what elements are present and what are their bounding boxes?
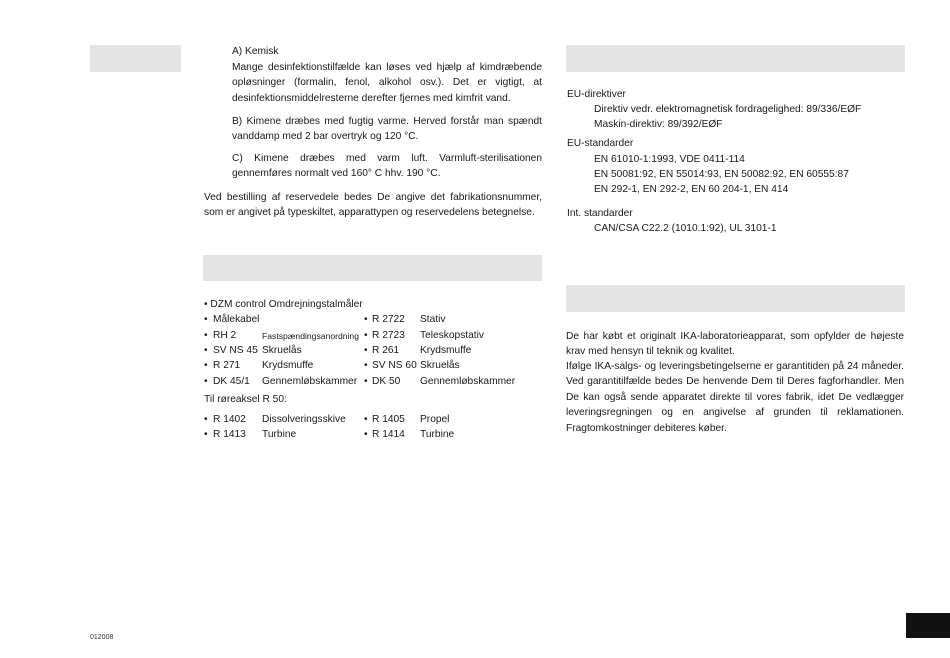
- eu-directive-1: Direktiv vedr. elektromagnetisk fordragelighed: 89/336/EØF: [594, 104, 862, 115]
- accessory-bullet: •: [364, 330, 368, 341]
- accessory-code: SV NS 45: [213, 345, 258, 356]
- stirrer-bullet: •: [204, 429, 208, 440]
- accessory-desc: Krydsmuffe: [262, 360, 314, 371]
- stirrer-code: R 1413: [213, 429, 246, 440]
- warranty-paragraph-2: Ifølge IKA-salgs- og leveringsbetingelserne er garantitiden på 24 måneder. Ved garantitilfælde bedes De henvende Dem til Deres fagforhandler. Men De kan også sende apparatet direkte til vores fabrik, idet De vedlægger leveringsregningen og en angivelse af grunden til reklamationen. Fragtomkostninger debiteres køber.: [566, 361, 904, 434]
- eu-standard-2: EN 50081:92, EN 55014:93, EN 50082:92, EN 60555:87: [594, 169, 849, 180]
- accessory-bullet: •: [364, 376, 368, 387]
- accessory-code: SV NS 60: [372, 360, 417, 371]
- accessory-desc: Stativ: [420, 314, 446, 325]
- stirrer-heading: Til røreaksel R 50:: [204, 394, 287, 405]
- accessory-desc: Krydsmuffe: [420, 345, 472, 356]
- accessory-first-line: • DZM control Omdrejningstalmåler: [204, 299, 363, 310]
- accessory-code: DK 50: [372, 376, 401, 387]
- disinfection-a-text: Mange desinfektionstilfælde kan løses ved hjælp af kimdræbende opløsninger (formalin, fenol, alkohol osv.). Det er vigtigt, at desinfektionsmiddelresterne derefter fjernes med kimfrit vand.: [232, 62, 542, 104]
- int-standards-label: Int. standarder: [567, 208, 633, 219]
- section-heading-bar-left-top: [90, 45, 181, 72]
- accessory-desc: Skruelås: [420, 360, 460, 371]
- accessory-bullet: •: [204, 330, 208, 341]
- accessory-code: R 271: [213, 360, 241, 371]
- accessory-code: RH 2: [213, 330, 237, 341]
- section-heading-bar-standards: [566, 45, 905, 72]
- stirrer-bullet: •: [204, 414, 208, 425]
- accessory-bullet: •: [364, 314, 368, 325]
- stirrer-desc: Turbine: [262, 429, 297, 440]
- eu-directives-label: EU-direktiver: [567, 89, 626, 100]
- stirrer-desc: Propel: [420, 414, 450, 425]
- accessory-bullet: •: [204, 314, 208, 325]
- accessory-code: Målekabel: [213, 314, 260, 325]
- eu-standard-1: EN 61010-1:1993, VDE 0411-114: [594, 154, 745, 165]
- eu-standard-3: EN 292-1, EN 292-2, EN 60 204-1, EN 414: [594, 184, 789, 195]
- stirrer-desc: Dissolveringsskive: [262, 414, 346, 425]
- disinfection-a-title: A) Kemisk: [232, 46, 279, 57]
- accessory-bullet: •: [204, 345, 208, 356]
- stirrer-code: R 1405: [372, 414, 405, 425]
- accessory-bullet: •: [204, 360, 208, 371]
- accessory-desc: Gennemløbskammer: [262, 376, 358, 387]
- accessory-bullet: •: [364, 345, 368, 356]
- accessory-desc: Fastspændingsanordning: [262, 331, 359, 341]
- stirrer-desc: Turbine: [420, 429, 455, 440]
- accessory-code: R 2723: [372, 330, 405, 341]
- accessory-code: R 261: [372, 345, 400, 356]
- section-heading-bar-warranty: [566, 285, 905, 312]
- section-heading-bar-accessories: [203, 255, 542, 281]
- page-number-tab: [906, 613, 950, 638]
- stirrer-bullet: •: [364, 429, 368, 440]
- warranty-paragraph-1: De har købt et originalt IKA-laboratorieapparat, som opfylder de højeste krav med hensyn til teknik og kvalitet.: [566, 331, 904, 358]
- accessory-desc: Teleskopstativ: [420, 330, 484, 341]
- accessory-code: DK 45/1: [213, 376, 250, 387]
- stirrer-code: R 1402: [213, 414, 246, 425]
- accessory-bullet: •: [204, 376, 208, 387]
- spare-parts-text: Ved bestilling af reservedele bedes De angive det fabrikationsnummer, som er angivet på typeskiltet, apparattypen og reservedelens betegnelse.: [204, 192, 542, 219]
- stirrer-bullet: •: [364, 414, 368, 425]
- int-standard-1: CAN/CSA C22.2 (1010.1:92), UL 3101-1: [594, 223, 777, 234]
- accessory-bullet: •: [364, 360, 368, 371]
- disinfection-b-text: B) Kimene dræbes med fugtig varme. Herved forstår man spændt vanddamp med 2 bar overtryk og 120 °C.: [232, 116, 542, 143]
- document-code: 012008: [90, 634, 114, 641]
- accessory-code: R 2722: [372, 314, 405, 325]
- stirrer-code: R 1414: [372, 429, 405, 440]
- accessory-desc: Skruelås: [262, 345, 302, 356]
- eu-directive-2: Maskin-direktiv: 89/392/EØF: [594, 119, 723, 130]
- accessory-desc: Gennemløbskammer: [420, 376, 516, 387]
- eu-standards-label: EU-standarder: [567, 138, 634, 149]
- disinfection-c-text: C) Kimene dræbes med varm luft. Varmluft-sterilisationen gennemføres normalt ved 160° C hhv. 190 °C.: [232, 153, 542, 180]
